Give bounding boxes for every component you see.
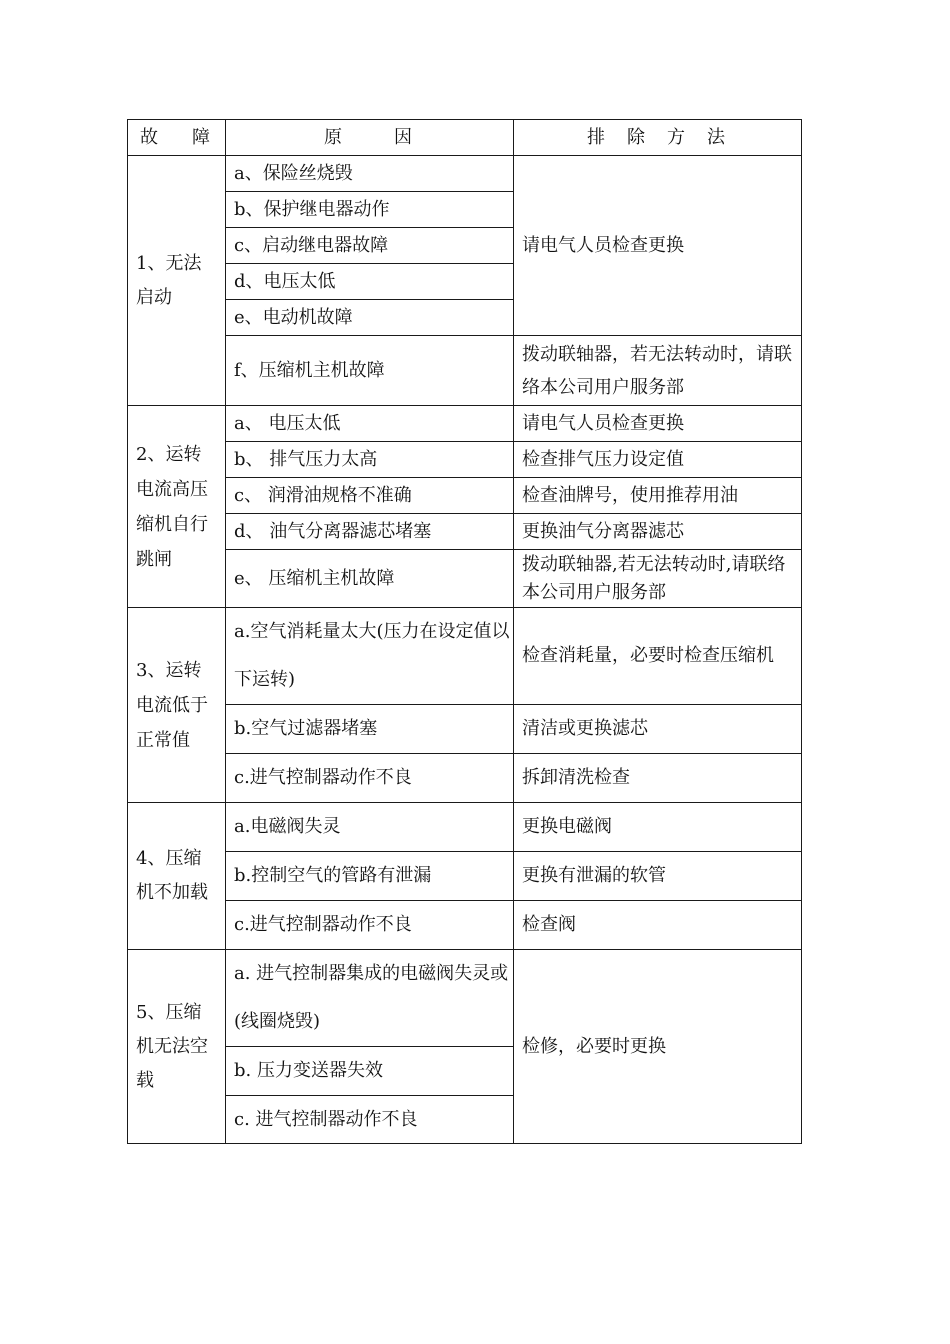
- cause-cell: [225, 608, 513, 704]
- cause-cell: [225, 852, 513, 900]
- fault-label: 5、压缩机无法空载: [136, 1001, 208, 1091]
- cause-cell: [225, 192, 513, 227]
- cause-cell: [225, 1096, 513, 1143]
- remedy-text: 检修，必要时更换: [522, 1035, 666, 1057]
- troubleshooting-table: [127, 119, 802, 1144]
- cause-text: a.电磁阀失灵: [234, 816, 341, 837]
- cause-cell: [225, 550, 513, 607]
- header-char: 除: [627, 126, 645, 148]
- fault-cell: [127, 156, 225, 405]
- cause-text: c、启动继电器故障: [234, 234, 389, 256]
- cause-text: f、压缩机主机故障: [234, 359, 385, 381]
- cause-cell: [225, 754, 513, 802]
- remedy-cell: [513, 336, 801, 405]
- cause-text: b、 排气压力太高: [234, 448, 378, 470]
- header-char: 原: [324, 126, 342, 148]
- cause-cell: [225, 901, 513, 949]
- cause-text: a、 电压太低: [234, 412, 341, 434]
- cause-text: c. 进气控制器动作不良: [234, 1108, 418, 1130]
- cause-cell: [225, 950, 513, 1046]
- cause-text: d、电压太低: [234, 270, 336, 292]
- cause-text: b. 压力变送器失效: [234, 1060, 383, 1081]
- remedy-cell: [513, 901, 801, 949]
- cause-text: e、电动机故障: [234, 306, 353, 328]
- cause-text: a. 进气控制器集成的电磁阀失灵或(线圈烧毁): [234, 963, 509, 1032]
- remedy-text: 检查阀: [522, 914, 576, 935]
- remedy-text: 更换电磁阀: [522, 816, 612, 837]
- cause-text: a.空气消耗量太大(压力在设定值以下运转): [234, 621, 510, 690]
- remedy-cell: [513, 852, 801, 900]
- fault-label: 1、无法启动: [136, 252, 202, 308]
- cause-text: c.进气控制器动作不良: [234, 767, 412, 788]
- remedy-cell: [513, 442, 801, 477]
- cause-cell: [225, 264, 513, 299]
- table-border-bottom: [127, 1143, 802, 1144]
- cause-text: a、保险丝烧毁: [234, 162, 353, 184]
- cause-text: e、 压缩机主机故障: [234, 567, 395, 589]
- remedy-cell: [513, 550, 801, 607]
- remedy-cell: [513, 754, 801, 802]
- header-char: 障: [192, 126, 210, 148]
- header-char: 故: [140, 126, 158, 148]
- cause-cell: [225, 1047, 513, 1095]
- cause-cell: [225, 300, 513, 335]
- fault-label: 3、运转电流低于正常值: [136, 659, 208, 751]
- remedy-text: 检查排气压力设定值: [522, 448, 684, 470]
- fault-cell: [127, 803, 225, 949]
- cause-text: b.空气过滤器堵塞: [234, 718, 378, 739]
- remedy-text: 检查油牌号，使用推荐用油: [522, 484, 738, 506]
- fault-cell: [127, 608, 225, 802]
- cause-text: d、 油气分离器滤芯堵塞: [234, 520, 432, 542]
- cause-cell: [225, 514, 513, 549]
- remedy-cell: [513, 950, 801, 1143]
- cause-cell: [225, 406, 513, 441]
- cause-cell: [225, 705, 513, 753]
- header-char: 法: [707, 126, 725, 148]
- header-char: 排: [587, 126, 605, 148]
- remedy-cell: [513, 803, 801, 851]
- remedy-text: 拨动联轴器，若无法转动时，请联络本公司用户服务部: [522, 343, 792, 398]
- fault-label: 2、运转电流高压缩机自行跳闸: [136, 443, 208, 570]
- remedy-text: 清洁或更换滤芯: [522, 718, 648, 739]
- table-border-right: [801, 119, 802, 1144]
- cause-cell: [225, 478, 513, 513]
- header-char: 方: [667, 126, 685, 148]
- fault-label: 4、压缩机不加载: [136, 848, 208, 903]
- fault-cell: [127, 406, 225, 607]
- header-remedy: [513, 119, 801, 156]
- header-fault: [127, 119, 225, 156]
- cause-text: b.控制空气的管路有泄漏: [234, 865, 432, 886]
- cause-text: c、 润滑油规格不准确: [234, 484, 412, 506]
- remedy-text: 更换有泄漏的软管: [522, 865, 666, 886]
- remedy-cell: [513, 478, 801, 513]
- remedy-text: 请电气人员检查更换: [522, 234, 684, 256]
- cause-text: c.进气控制器动作不良: [234, 914, 412, 935]
- remedy-cell: [513, 705, 801, 753]
- header-cause: [225, 119, 513, 156]
- remedy-text: 拆卸清洗检查: [522, 767, 630, 788]
- remedy-text: 拨动联轴器,若无法转动时,请联络本公司用户服务部: [522, 553, 786, 603]
- cause-text: b、保护继电器动作: [234, 198, 390, 220]
- cause-cell: [225, 803, 513, 851]
- fault-cell: [127, 950, 225, 1143]
- remedy-cell: [513, 514, 801, 549]
- cause-cell: [225, 442, 513, 477]
- remedy-text: 请电气人员检查更换: [522, 412, 684, 434]
- remedy-text: 更换油气分离器滤芯: [522, 520, 684, 542]
- cause-cell: [225, 336, 513, 405]
- cause-cell: [225, 156, 513, 191]
- remedy-cell: [513, 608, 801, 704]
- remedy-cell: [513, 156, 801, 335]
- header-char: 因: [394, 126, 412, 148]
- cause-cell: [225, 228, 513, 263]
- remedy-cell: [513, 406, 801, 441]
- remedy-text: 检查消耗量，必要时检查压缩机: [522, 645, 774, 666]
